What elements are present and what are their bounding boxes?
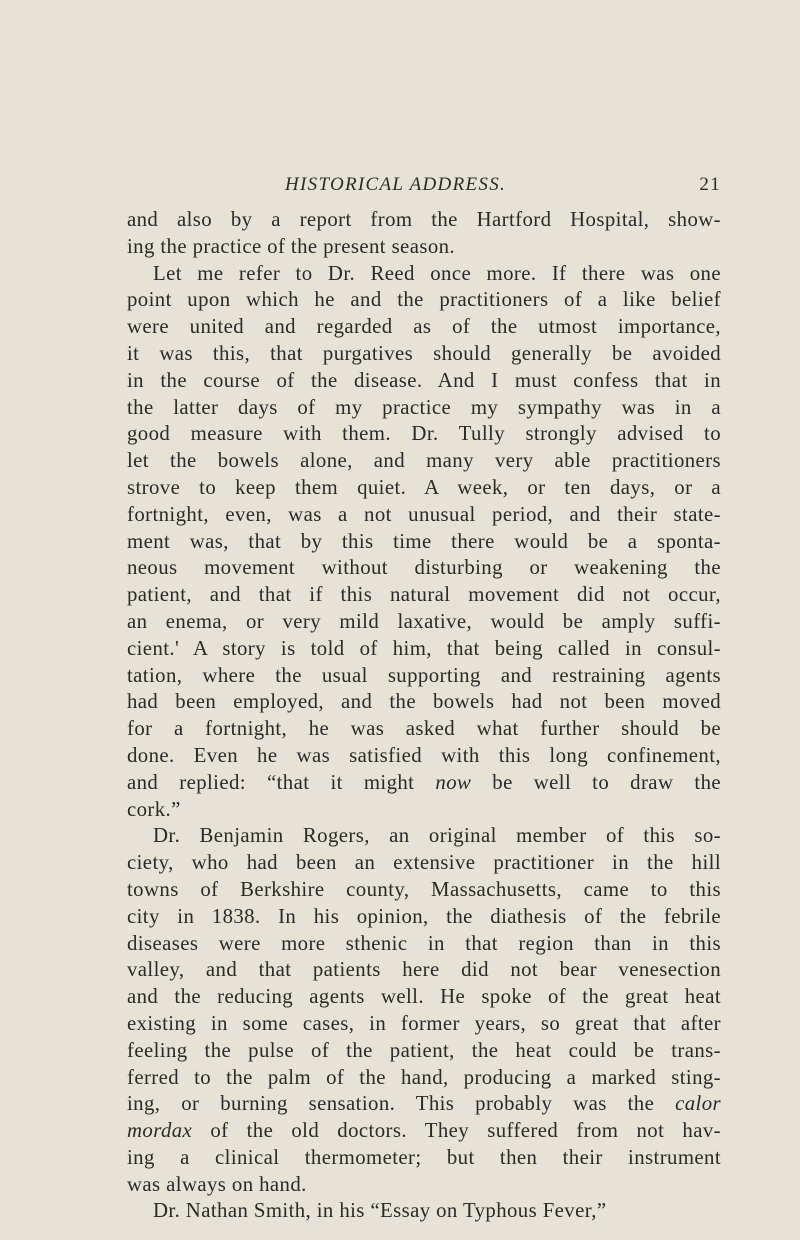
text-line: the latter days of my practice my sympathy was in a: [127, 395, 721, 419]
text-line: ciety, who had been an extensive practitioner in the hill: [127, 851, 721, 875]
page-number: 21: [699, 174, 721, 195]
text-line: fortnight, even, was a not unusual period, and their state-: [127, 502, 721, 526]
text-line: were united and regarded as of the utmost importance,: [127, 315, 721, 339]
text-line: Let me refer to Dr. Reed once more. If there was one: [153, 261, 721, 285]
text-line: ing a clinical thermometer; but then their instrument: [127, 1145, 721, 1169]
text-line: and the reducing agents well. He spoke of the great heat: [127, 985, 721, 1009]
text-line: patient, and that if this natural movement did not occur,: [127, 583, 721, 607]
text-line: Dr. Nathan Smith, in his “Essay on Typhous Fever,”: [153, 1199, 607, 1223]
text-line: valley, and that patients here did not bear venesection: [127, 958, 721, 982]
text-line: was always on hand.: [127, 1172, 307, 1196]
text-line: an enema, or very mild laxative, would be amply suffi-: [127, 609, 721, 633]
text-line: strove to keep them quiet. A week, or ten days, or a: [127, 475, 721, 499]
text-line: cient.' A story is told of him, that being called in consul-: [127, 636, 721, 660]
text-line: good measure with them. Dr. Tully strongly advised to: [127, 422, 721, 446]
text-line: and also by a report from the Hartford Hospital, show-: [127, 208, 721, 231]
text-line: cork.”: [127, 797, 181, 821]
text-line: point upon which he and the practitioners of a like belief: [127, 288, 721, 312]
text-line: let the bowels alone, and many very able practitioners: [127, 449, 721, 473]
text-line: city in 1838. In his opinion, the diathesis of the febrile: [127, 904, 721, 928]
text-line: towns of Berkshire county, Massachusetts, came to this: [127, 877, 721, 901]
body-text: [127, 207, 721, 1225]
text-line: feeling the pulse of the patient, the heat could be trans-: [127, 1038, 721, 1062]
text-line: for a fortnight, he was asked what further should be: [127, 717, 721, 741]
text-line: ment was, that by this time there would be a sponta-: [127, 529, 721, 553]
text-line: diseases were more sthenic in that region than in this: [127, 931, 721, 955]
text-line: in the course of the disease. And I must confess that in: [127, 368, 721, 392]
text-line: ing, or burning sensation. This probably was the calor: [127, 1092, 721, 1116]
running-header: [285, 171, 721, 199]
text-line: done. Even he was satisfied with this long confinement,: [127, 743, 721, 767]
text-line: ing the practice of the present season.: [127, 234, 456, 258]
text-line: Dr. Benjamin Rogers, an original member of this so-: [153, 824, 721, 848]
running-title: HISTORICAL ADDRESS.: [285, 174, 507, 195]
text-line: mordax of the old doctors. They suffered from not hav-: [127, 1119, 721, 1143]
text-line: tation, where the usual supporting and restraining agents: [127, 663, 721, 687]
text-line: and replied: “that it might now be well to draw the: [127, 770, 721, 794]
text-line: existing in some cases, in former years, so great that after: [127, 1011, 721, 1035]
text-line: neous movement without disturbing or weakening the: [127, 556, 721, 580]
text-line: it was this, that purgatives should generally be avoided: [127, 341, 721, 365]
text-line: ferred to the palm of the hand, producing a marked sting-: [127, 1065, 721, 1089]
text-line: had been employed, and the bowels had not been moved: [127, 690, 721, 714]
